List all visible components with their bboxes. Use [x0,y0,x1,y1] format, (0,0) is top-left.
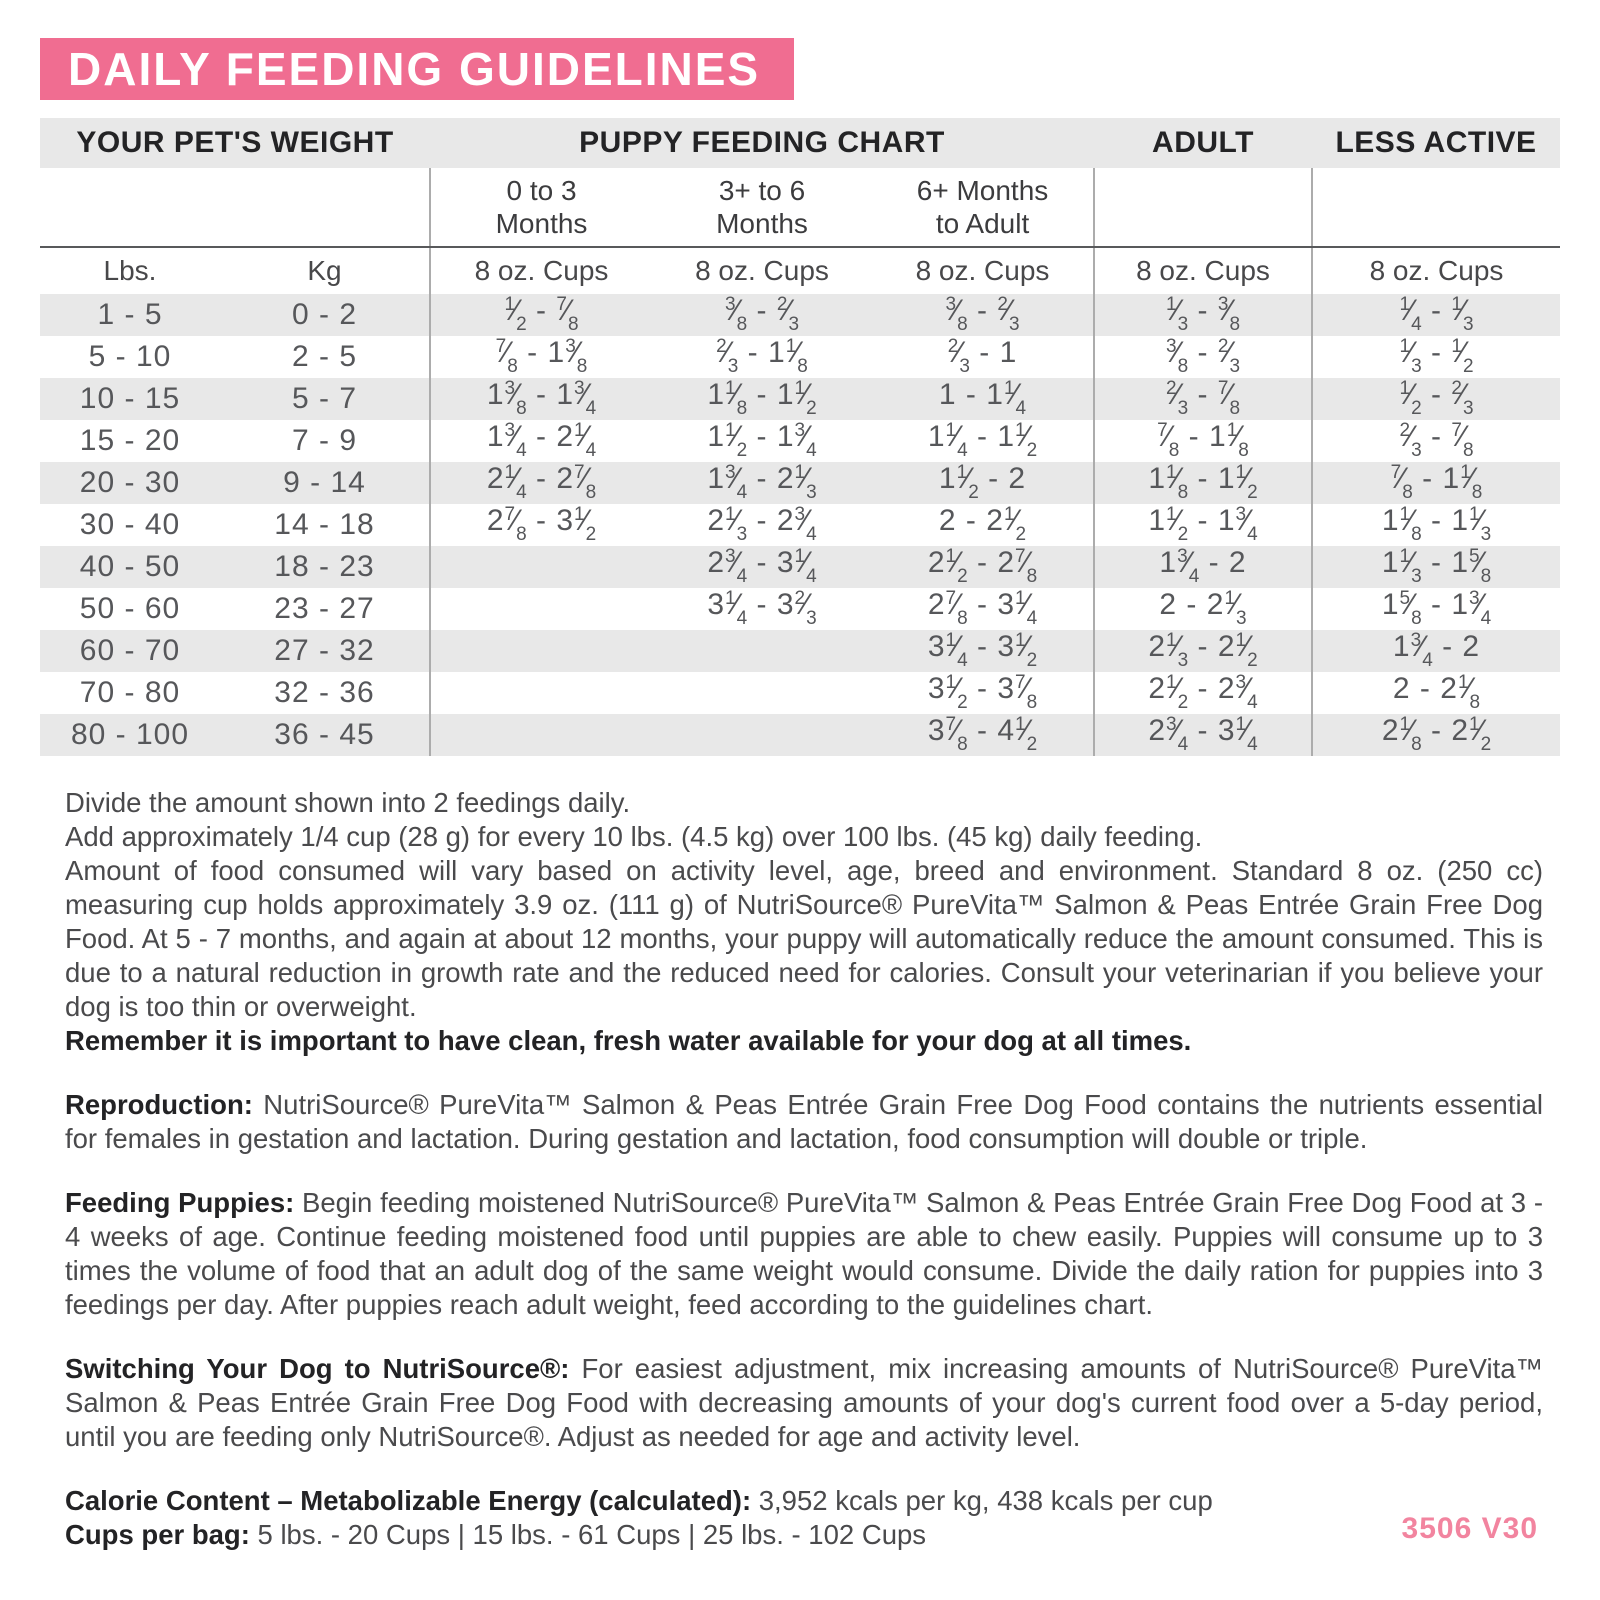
cell-p0_3: $2^1⁄_4$ - $2^7⁄_8$ [430,462,652,504]
cell-p3_6: $1^1⁄_2$ - $1^3⁄_4$ [707,420,817,461]
table-row [40,504,1560,546]
header-your-pets-weight: YOUR PET'S WEIGHT [40,118,430,168]
cups-per-bag-line [65,1518,1543,1552]
table-row [40,378,1560,420]
cell-p0_3 [430,672,652,714]
cell-kg: 36 - 45 [220,714,430,756]
age-header-adult-spacer [1094,168,1312,247]
cell-p6_adult: $1^1⁄_2 - 2$ [872,462,1094,504]
document-code: 3506 V30 [1401,1512,1538,1545]
feeding-table-body [40,294,1560,756]
cell-adult: $^3⁄_8$ - $^2⁄_3$ [1094,336,1312,378]
cell-lbs: 15 - 20 [79,424,181,457]
cell-kg: 0 - 2 [220,294,430,336]
water-note: Remember it is important to have clean, fresh water available for your dog at all times. [65,1025,1192,1056]
table-row [40,546,1560,588]
cell-adult: $^1⁄_3$ - $^3⁄_8$ [1094,294,1312,336]
cell-kg: 2 - 5 [291,340,358,373]
cell-p0_3 [430,546,652,588]
calorie-content-value: 3,952 kcals per kg, 438 kcals per cup [758,1485,1213,1516]
cell-p3_6 [652,630,872,672]
cell-lbs: 60 - 70 [40,630,220,672]
cell-p3_6: $1^1⁄_8$ - $1^1⁄_2$ [652,378,872,420]
cell-p6_adult: $3^1⁄_4$ - $3^1⁄_2$ [872,630,1094,672]
cell-adult: $2^1⁄_3$ - $2^1⁄_2$ [1094,630,1312,672]
header-puppy-feeding-chart: PUPPY FEEDING CHART [430,118,1094,168]
cell-adult: $1^1⁄_2$ - $1^3⁄_4$ [1094,504,1312,546]
cell-p3_6: $^3⁄_8$ - $^2⁄_3$ [652,294,872,336]
cell-less_active: $2^1⁄_8$ - $2^1⁄_2$ [1312,714,1560,756]
cell-p0_3: $^7⁄_8$ - $1^3⁄_8$ [430,336,652,378]
cell-less_active: $1^5⁄_8$ - $1^3⁄_4$ [1312,588,1560,630]
cell-less_active: $1^1⁄_3$ - $1^5⁄_8$ [1312,546,1560,588]
table-row [40,714,1560,756]
cell-p0_3: $1^3⁄_8$ - $1^3⁄_4$ [430,378,652,420]
table-group-header-row [40,118,1560,168]
cell-lbs: 20 - 30 [40,462,220,504]
section-reproduction-heading: Reproduction: [65,1089,253,1120]
cell-p6_adult: $^2⁄_3 - 1$ [947,336,1018,377]
cell-adult: $^2⁄_3$ - $^7⁄_8$ [1094,378,1312,420]
table-age-header-row [40,168,1560,247]
age-header-less-active-spacer [1312,168,1560,247]
cell-lbs: 40 - 50 [40,546,220,588]
cell-p0_3: $2^7⁄_8$ - $3^1⁄_2$ [430,504,652,546]
section-switching-heading: Switching Your Dog to NutriSource®: [65,1353,570,1384]
table-row [40,420,1560,462]
cell-p0_3: $^1⁄_2$ - $^7⁄_8$ [430,294,652,336]
cell-lbs: 5 - 10 [88,340,172,373]
cell-p3_6: $3^1⁄_4$ - $3^2⁄_3$ [707,588,817,629]
cell-p3_6: $^2⁄_3$ - $1^1⁄_8$ [716,336,808,377]
cell-lbs: 50 - 60 [79,592,181,625]
cell-p3_6: $2^3⁄_4$ - $3^1⁄_4$ [652,546,872,588]
table-row [40,336,1560,378]
section-feeding-puppies-heading: Feeding Puppies: [65,1187,295,1218]
age-header-spacer [40,168,430,247]
table-row [40,462,1560,504]
cell-lbs: 30 - 40 [79,508,181,541]
table-row [40,672,1560,714]
unit-cups-adult: 8 oz. Cups [1094,247,1312,294]
unit-kg: Kg [307,255,342,286]
cell-adult: $2^1⁄_2$ - $2^3⁄_4$ [1094,672,1312,714]
section-reproduction-body: NutriSource® PureVita™ Salmon & Peas Entrée Grain Free Dog Food contains the nutrients essential for females in gestation and lactation. During gestation and lactation, food consumption will double or triple. [65,1089,1544,1154]
cups-per-bag-label: Cups per bag: [65,1519,250,1550]
cell-kg: 14 - 18 [274,508,375,541]
header-adult: ADULT [1094,118,1312,168]
table-row [40,294,1560,336]
cell-less_active: $^1⁄_4$ - $^1⁄_3$ [1312,294,1560,336]
cell-kg: 9 - 14 [220,462,430,504]
section-feeding-puppies [65,1186,1543,1322]
section-reproduction [65,1088,1543,1156]
cell-less_active: $^7⁄_8$ - $1^1⁄_8$ [1312,462,1560,504]
cell-less_active: $1^1⁄_8$ - $1^1⁄_3$ [1312,504,1560,546]
cell-kg: 27 - 32 [220,630,430,672]
cell-p6_adult: $1^1⁄_4$ - $1^1⁄_2$ [927,420,1038,461]
header-less-active: LESS ACTIVE [1312,118,1560,168]
page-title: DAILY FEEDING GUIDELINES [40,38,794,100]
cell-p3_6 [652,714,872,756]
cell-p0_3 [430,630,652,672]
cell-p0_3: $1^3⁄_4$ - $2^1⁄_4$ [430,420,652,462]
cell-kg: 32 - 36 [274,676,375,709]
unit-cups-less-active: 8 oz. Cups [1312,247,1560,294]
cups-per-bag-value: 5 lbs. - 20 Cups | 15 lbs. - 61 Cups | 25 lbs. - 102 Cups [257,1519,927,1550]
feeding-table [40,118,1560,756]
unit-cups-6-adult: 8 oz. Cups [915,255,1050,286]
cell-p6_adult: $2^7⁄_8$ - $3^1⁄_4$ [927,588,1038,629]
cell-adult: $1^1⁄_8$ - $1^1⁄_2$ [1094,462,1312,504]
section-switching [65,1352,1543,1454]
note-body: Amount of food consumed will vary based on activity level, age, breed and environment. Standard 8 oz. (250 cc) measuring cup holds approximately 3.9 oz. (111 g) of NutriSource® PureVita™ Salmon & Peas Entrée Grain Free Dog Food. At 5 - 7 months, and again at about 12 months, your puppy will automatically reduce the amount consumed. This is due to a natural reduction in growth rate and the reduced need for calories. Consult your veterinarian if you believe your dog is too thin or overweight. [65,855,1543,1022]
cell-kg: 18 - 23 [220,546,430,588]
cell-less_active: $2 - 2^1⁄_8$ [1312,672,1560,714]
age-header-3-6: 3+ to 6 Months [652,168,872,247]
cell-kg: 7 - 9 [291,424,358,457]
cell-p0_3 [430,588,652,630]
age-header-0-3: 0 to 3 Months [430,168,652,247]
cell-lbs: 1 - 5 [40,294,220,336]
cell-less_active: $^2⁄_3$ - $^7⁄_8$ [1312,420,1560,462]
cell-lbs: 80 - 100 [40,714,220,756]
cell-adult: $2^3⁄_4$ - $3^1⁄_4$ [1094,714,1312,756]
cell-p3_6: $1^3⁄_4$ - $2^1⁄_3$ [652,462,872,504]
section-feeding-puppies-body: Begin feeding moistened NutriSource® PureVita™ Salmon & Peas Entrée Grain Free Dog Food at 3 - 4 weeks of age. Continue feeding moistened food until puppies are able to chew easily. Puppies will consume up to 3 times the volume of food that an adult dog of the same weight would consume. Divide the daily ration for puppies into 3 feedings per day. After puppies reach adult weight, feed according to the guidelines chart. [65,1187,1543,1320]
section-switching-body: For easiest adjustment, mix increasing amounts of NutriSource® PureVita™ Salmon & Peas Entrée Grain Free Dog Food with decreasing amounts of your dog's current food over a 5-day period, until you are feeding only NutriSource®. Adjust as needed for age and activity level. [65,1353,1543,1452]
cell-p6_adult: $3^7⁄_8$ - $4^1⁄_2$ [872,714,1094,756]
table-row [40,630,1560,672]
note-line-2: Add approximately 1/4 cup (28 g) for every 10 lbs. (4.5 kg) over 100 lbs. (45 kg) daily feeding. [65,821,1203,852]
cell-p6_adult: $^3⁄_8$ - $^2⁄_3$ [872,294,1094,336]
note-line-1: Divide the amount shown into 2 feedings daily. [65,787,631,818]
cell-kg: 5 - 7 [220,378,430,420]
cell-p6_adult: $2 - 2^1⁄_2$ [938,504,1027,545]
cell-p6_adult: $3^1⁄_2$ - $3^7⁄_8$ [927,672,1038,713]
cell-lbs: 70 - 80 [79,676,181,709]
cell-less_active: $1^3⁄_4 - 2$ [1312,630,1560,672]
cell-adult: $^7⁄_8$ - $1^1⁄_8$ [1094,420,1312,462]
cell-p6_adult: $1 - 1^1⁄_4$ [872,378,1094,420]
age-header-6-adult: 6+ Months to Adult [872,168,1094,247]
cell-p6_adult: $2^1⁄_2$ - $2^7⁄_8$ [872,546,1094,588]
unit-cups-0-3: 8 oz. Cups [430,247,652,294]
cell-less_active: $^1⁄_3$ - $^1⁄_2$ [1312,336,1560,378]
cell-adult: $1^3⁄_4 - 2$ [1094,546,1312,588]
unit-cups-3-6: 8 oz. Cups [695,255,829,286]
table-unit-row [40,247,1560,294]
cell-p3_6: $2^1⁄_3$ - $2^3⁄_4$ [707,504,817,545]
calorie-content-label: Calorie Content – Metabolizable Energy (calculated): [65,1485,752,1516]
calorie-content-line [65,1484,1543,1518]
notes-block [65,786,1543,1552]
cell-adult: $2 - 2^1⁄_3$ [1094,588,1312,630]
cell-p0_3 [430,714,652,756]
cell-lbs: 10 - 15 [40,378,220,420]
cell-less_active: $^1⁄_2$ - $^2⁄_3$ [1312,378,1560,420]
cell-p3_6 [652,672,872,714]
unit-lbs: Lbs. [103,255,157,286]
cell-kg: 23 - 27 [274,592,375,625]
table-row [40,588,1560,630]
